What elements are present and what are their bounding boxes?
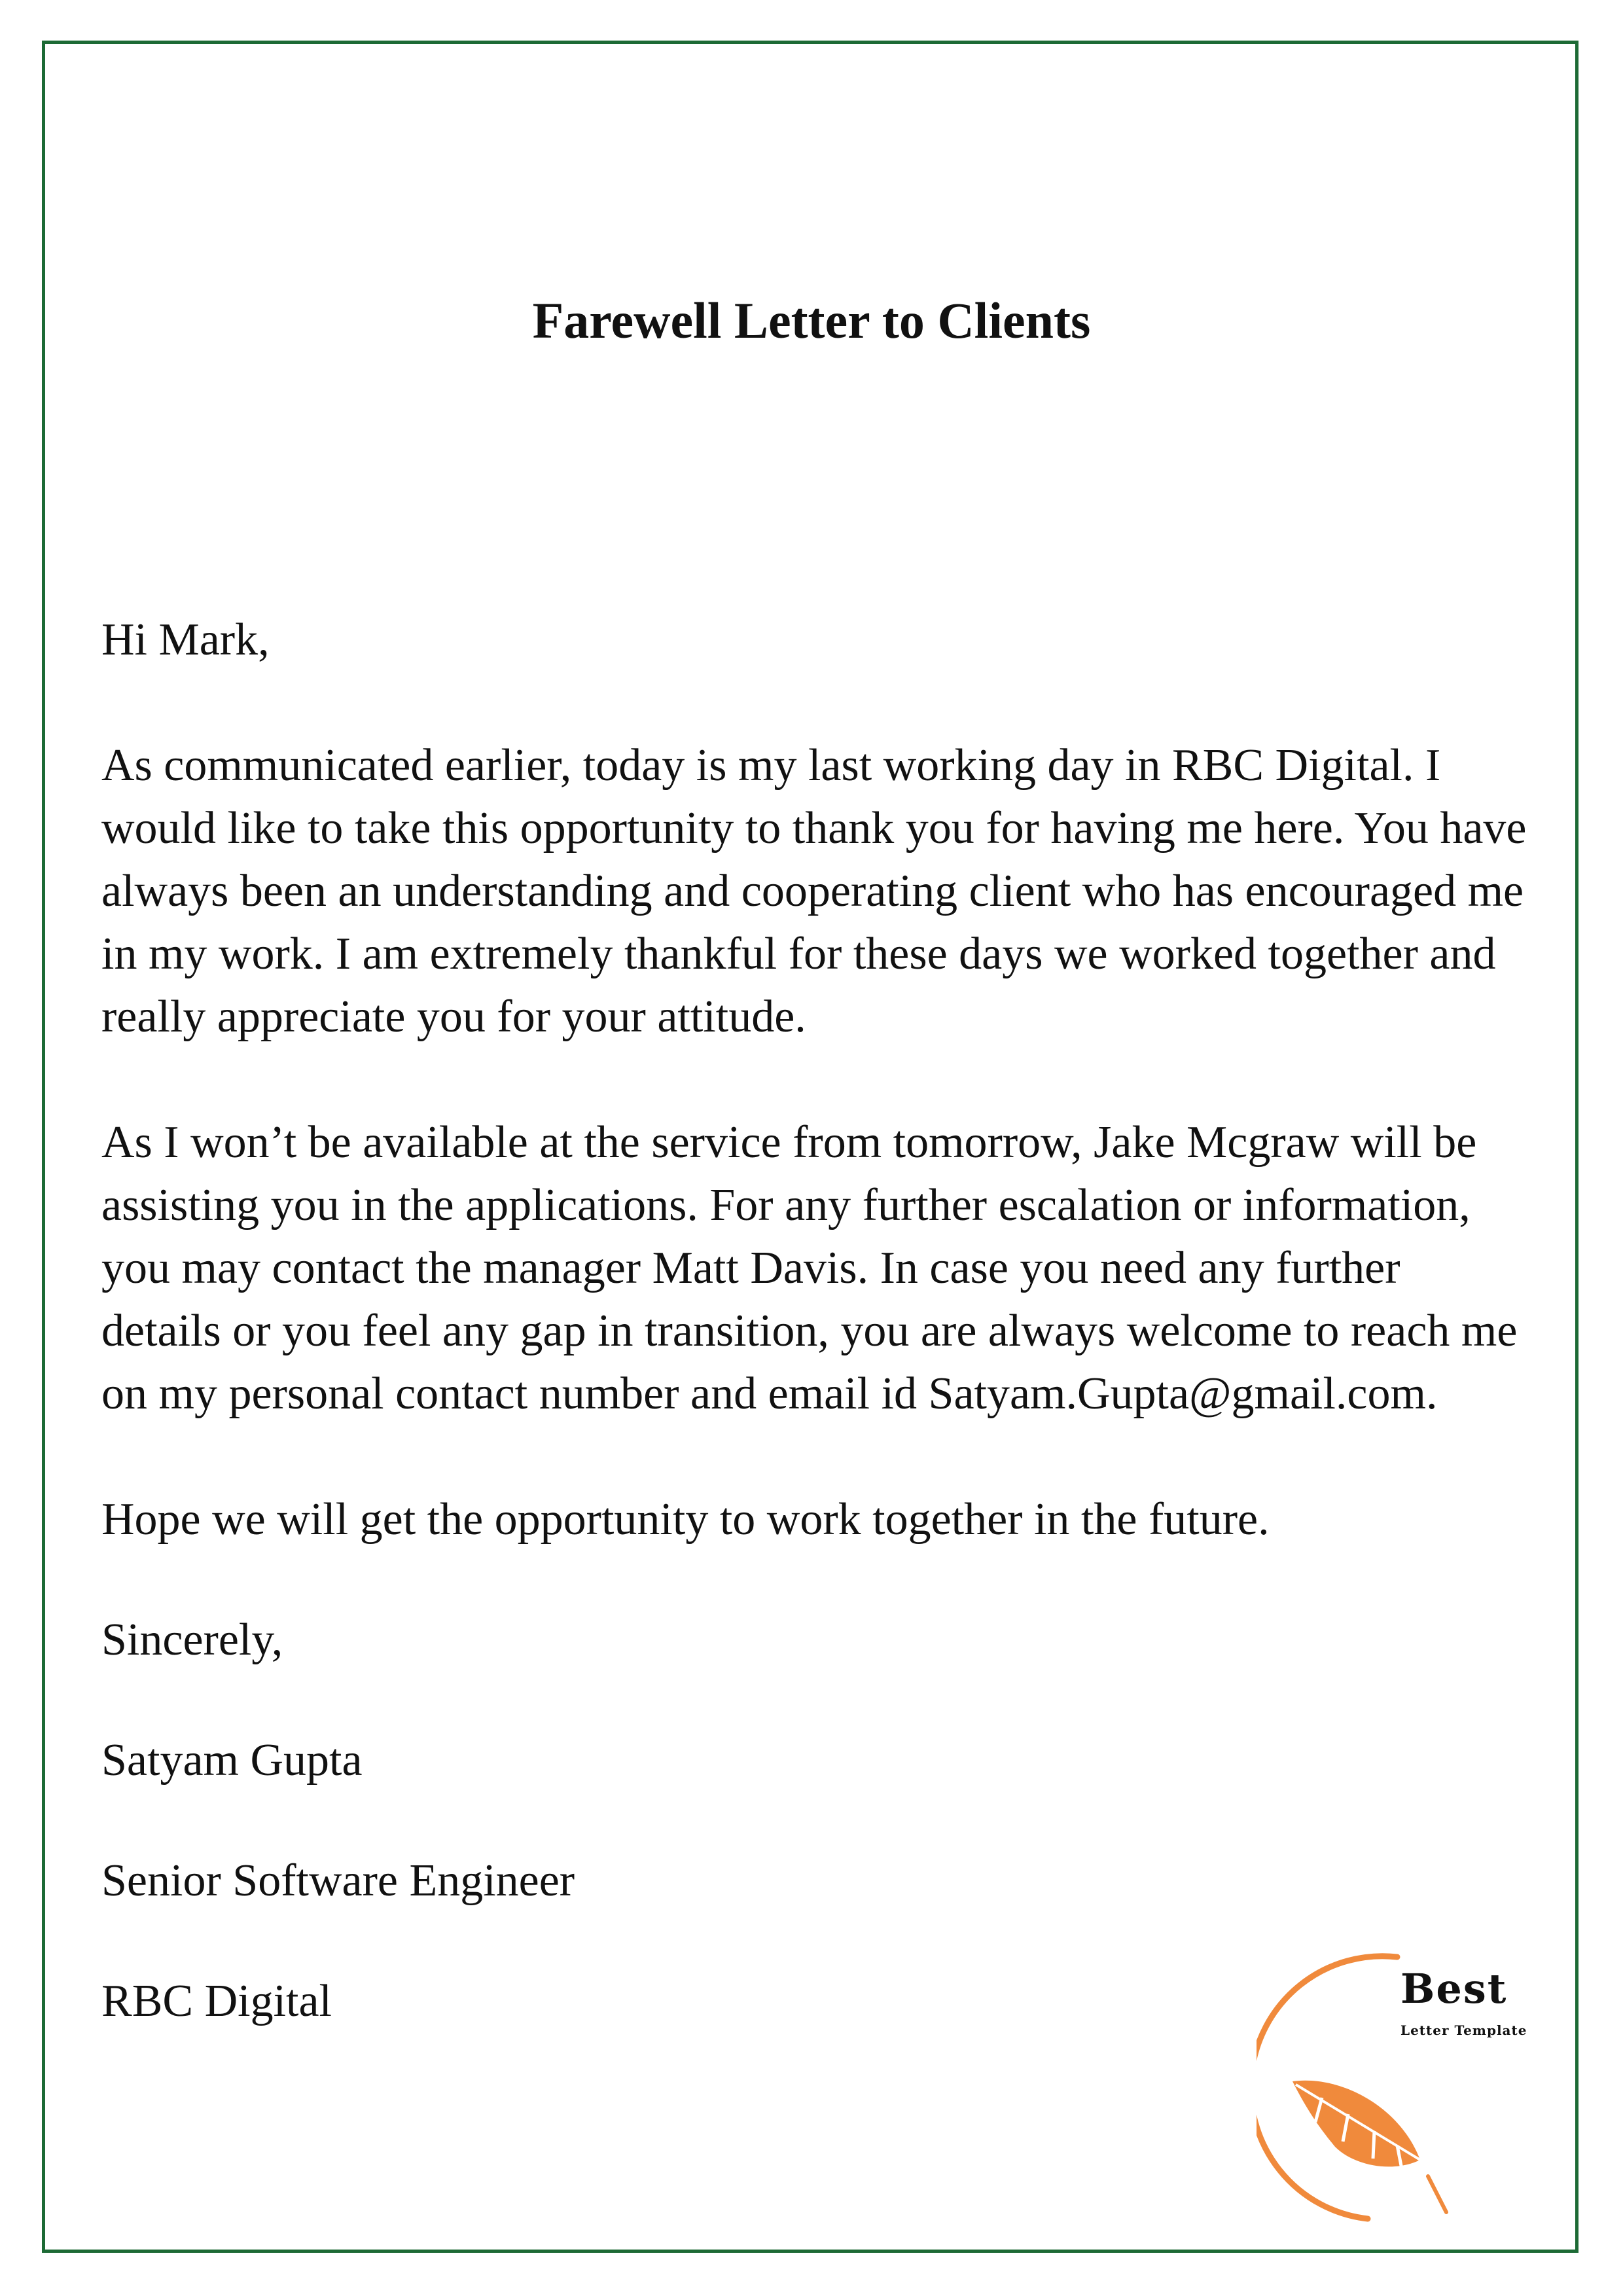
closing: Sincerely, <box>101 1615 283 1665</box>
signature-company: RBC Digital <box>101 1976 332 2026</box>
letter-body <box>101 609 1528 2096</box>
salutation: Hi Mark, <box>101 615 270 665</box>
logo-subtitle: Letter Template <box>1400 2022 1527 2038</box>
signature-position: Senior Software Engineer <box>101 1856 575 1906</box>
letter-title: Farewell Letter to Clients <box>532 292 1091 349</box>
paragraph-1: As communicated earlier, today is my last working day in RBC Digital. I would like to take this opportunity to thank you for having me here. You have always been an understanding and cooperating client who has encouraged me in my work. I am extremely thankful for these days we worked together and really appreciate you for your attitude. <box>101 740 1527 1042</box>
signature-name: Satyam Gupta <box>101 1735 363 1785</box>
paragraph-2: As I won’t be available at the service from tomorrow, Jake Mcgraw will be assisting you in the applications. For any further escalation or information, you may contact the manager Matt Davis. In case you need any further details or you feel any gap in transition, you are always welcome to reach me on my personal contact number and email id Satyam.Gupta@gmail.com. <box>101 1117 1518 1419</box>
paragraph-3: Hope we will get the opportunity to work together in the future. <box>101 1494 1270 1545</box>
logo-word: Best <box>1400 1965 1508 2013</box>
